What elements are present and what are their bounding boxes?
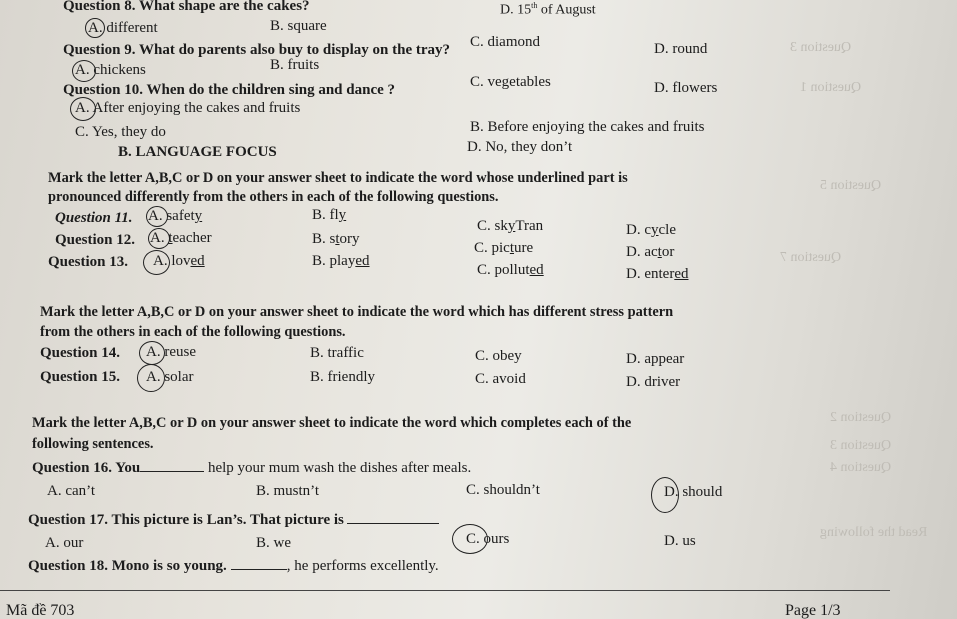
question-13-option-b bbox=[312, 253, 370, 270]
question-9-option-c: C. vegetables bbox=[470, 74, 551, 90]
option-text: C. pic bbox=[474, 240, 510, 256]
answer-circle bbox=[651, 477, 679, 513]
answer-circle bbox=[148, 228, 173, 249]
underlined-part: ed bbox=[674, 266, 689, 282]
instruction-completion-line-2: following sentences. bbox=[32, 436, 154, 452]
option-text: D. c bbox=[626, 222, 651, 238]
question-12-option-b bbox=[312, 231, 360, 248]
bleed-through-text: Question 3 bbox=[790, 40, 852, 55]
question-15-option-d: D. driver bbox=[626, 374, 681, 390]
question-9-option-b: B. fruits bbox=[270, 57, 320, 73]
option-text: ure bbox=[514, 240, 534, 256]
section-heading: B. LANGUAGE FOCUS bbox=[118, 144, 277, 160]
bleed-through-text: Question 5 bbox=[820, 178, 882, 193]
bleed-through-text: Question 7 bbox=[780, 250, 842, 265]
question-8-partial-option bbox=[500, 0, 596, 19]
footer-divider bbox=[0, 590, 890, 591]
option-d-prev-text: D. 15 bbox=[500, 2, 532, 18]
option-text: cle bbox=[658, 222, 676, 238]
instruction-stress-line-2: from the others in each of the following questions. bbox=[40, 324, 346, 340]
bleed-through-text: Question 4 bbox=[830, 460, 892, 475]
answer-blank bbox=[231, 557, 287, 570]
question-18-stem bbox=[28, 557, 439, 575]
question-17-option-d: D. us bbox=[664, 533, 696, 549]
question-17-label: Question 17. This picture is Lan’s. That picture is bbox=[28, 512, 344, 528]
question-11-option-c bbox=[477, 218, 543, 235]
bleed-through-text: Question 3 bbox=[830, 438, 892, 453]
answer-circle bbox=[139, 341, 165, 365]
underlined-part: t bbox=[335, 231, 340, 247]
instruction-completion-line-1: Mark the letter A,B,C or D on your answer sheet to indicate the word which completes each of the bbox=[32, 415, 632, 431]
option-d-sup: th bbox=[531, 1, 538, 10]
underlined-part: y bbox=[194, 208, 203, 224]
underlined-part: t bbox=[509, 240, 515, 256]
question-8-option-b: B. square bbox=[270, 18, 327, 34]
option-text: D. ac bbox=[626, 244, 658, 260]
underlined-part: ed bbox=[529, 262, 544, 278]
question-15-option-a: A. solar bbox=[146, 369, 194, 385]
question-17-option-b: B. we bbox=[256, 535, 291, 551]
question-18-text: , he performs excellently. bbox=[286, 558, 439, 574]
underlined-part: y bbox=[338, 207, 347, 223]
option-text: C. pollut bbox=[477, 262, 530, 278]
question-16-text: help your mum wash the dishes after meals. bbox=[204, 460, 472, 476]
question-14-option-c: C. obey bbox=[475, 348, 522, 364]
option-text: A. lov bbox=[153, 253, 191, 269]
bleed-through-text: Question 2 bbox=[830, 410, 892, 425]
question-16-stem bbox=[32, 459, 471, 477]
question-16-label: Question 16. You bbox=[32, 460, 141, 476]
question-18-label: Question 18. Mono is so young. bbox=[28, 558, 227, 574]
option-text: or bbox=[661, 244, 675, 260]
question-10-option-d: D. No, they don’t bbox=[467, 139, 573, 155]
question-10-option-a: A. After enjoying the cakes and fruits bbox=[75, 100, 301, 116]
question-10-option-c: C. Yes, they do bbox=[75, 124, 166, 140]
answer-circle bbox=[146, 206, 168, 227]
underlined-part: ed bbox=[355, 253, 370, 269]
question-13-option-d bbox=[626, 266, 688, 283]
option-d-rest: of August bbox=[537, 2, 596, 18]
question-10-stem: Question 10. When do the children sing and dance ? bbox=[63, 82, 396, 98]
underlined-part: y bbox=[507, 218, 516, 234]
question-10-option-b: B. Before enjoying the cakes and fruits bbox=[470, 119, 705, 135]
answer-blank bbox=[347, 511, 439, 524]
question-17-option-c: C. ours bbox=[466, 531, 510, 547]
instruction-stress-line-1: Mark the letter A,B,C or D on your answer sheet to indicate the word which has different stress pattern bbox=[40, 304, 674, 320]
option-text: B. s bbox=[312, 231, 336, 247]
answer-circle bbox=[452, 524, 488, 554]
question-14-option-d: D. appear bbox=[626, 351, 685, 367]
question-15-option-c: C. avoid bbox=[475, 371, 526, 387]
question-8-option-d: D. round bbox=[654, 41, 708, 57]
option-text: Tran bbox=[515, 218, 544, 234]
page-number: Page 1/3 bbox=[785, 602, 841, 619]
option-text: A. safet bbox=[148, 208, 195, 224]
instruction-pronunciation-line-2: pronounced differently from the others in each of the following questions. bbox=[48, 189, 499, 205]
question-14-option-b: B. traffic bbox=[310, 345, 364, 361]
underlined-part: t bbox=[657, 244, 662, 260]
bleed-through-text: Question 1 bbox=[800, 80, 862, 95]
question-8-stem: Question 8. What shape are the cakes? bbox=[63, 0, 310, 14]
question-16-option-b: B. mustn’t bbox=[256, 483, 320, 499]
question-13-label: Question 13. bbox=[48, 254, 129, 270]
question-8-option-c: C. diamond bbox=[470, 34, 540, 50]
question-14-option-a: A. reuse bbox=[146, 344, 196, 360]
option-text: C. sk bbox=[477, 218, 508, 234]
question-14-label: Question 14. bbox=[40, 345, 121, 361]
question-15-option-b: B. friendly bbox=[310, 369, 375, 385]
bleed-through-text: Read the following bbox=[820, 525, 928, 540]
question-17-stem bbox=[28, 511, 439, 529]
answer-blank bbox=[140, 459, 204, 472]
answer-circle bbox=[85, 18, 105, 38]
question-11-option-d bbox=[626, 222, 676, 239]
question-9-option-d: D. flowers bbox=[654, 80, 718, 96]
question-16-option-a: A. can’t bbox=[47, 483, 96, 499]
underlined-part: y bbox=[651, 222, 659, 238]
underlined-part: t bbox=[168, 230, 173, 246]
option-text: eacher bbox=[172, 230, 212, 246]
answer-circle bbox=[72, 60, 96, 82]
question-16-option-d: D. should bbox=[664, 484, 723, 500]
option-text: ory bbox=[339, 231, 360, 247]
exam-code: Mã đề 703 bbox=[6, 602, 75, 619]
instruction-pronunciation-line-1: Mark the letter A,B,C or D on your answer sheet to indicate the word whose underlined part is bbox=[48, 170, 628, 186]
question-12-option-d bbox=[626, 244, 674, 261]
question-16-option-c: C. shouldn’t bbox=[466, 482, 540, 498]
question-9-option-a: A. chickens bbox=[75, 62, 146, 78]
option-text: A. bbox=[150, 230, 169, 246]
option-text: B. play bbox=[312, 253, 356, 269]
option-text: B. fl bbox=[312, 207, 339, 223]
question-9-stem: Question 9. What do parents also buy to display on the tray? bbox=[63, 42, 451, 58]
question-12-option-c bbox=[474, 240, 533, 257]
question-15-label: Question 15. bbox=[40, 369, 121, 385]
question-8-option-a: A. different bbox=[88, 20, 158, 36]
answer-circle bbox=[137, 364, 165, 392]
question-13-option-c bbox=[477, 262, 544, 279]
answer-circle bbox=[70, 97, 96, 121]
answer-circle bbox=[143, 250, 170, 275]
question-11-option-b bbox=[312, 207, 346, 224]
underlined-part: ed bbox=[190, 253, 205, 269]
question-17-option-a: A. our bbox=[45, 535, 84, 551]
question-12-label: Question 12. bbox=[55, 232, 136, 248]
question-11-label: Question 11. bbox=[55, 210, 133, 226]
option-text: D. enter bbox=[626, 266, 675, 282]
